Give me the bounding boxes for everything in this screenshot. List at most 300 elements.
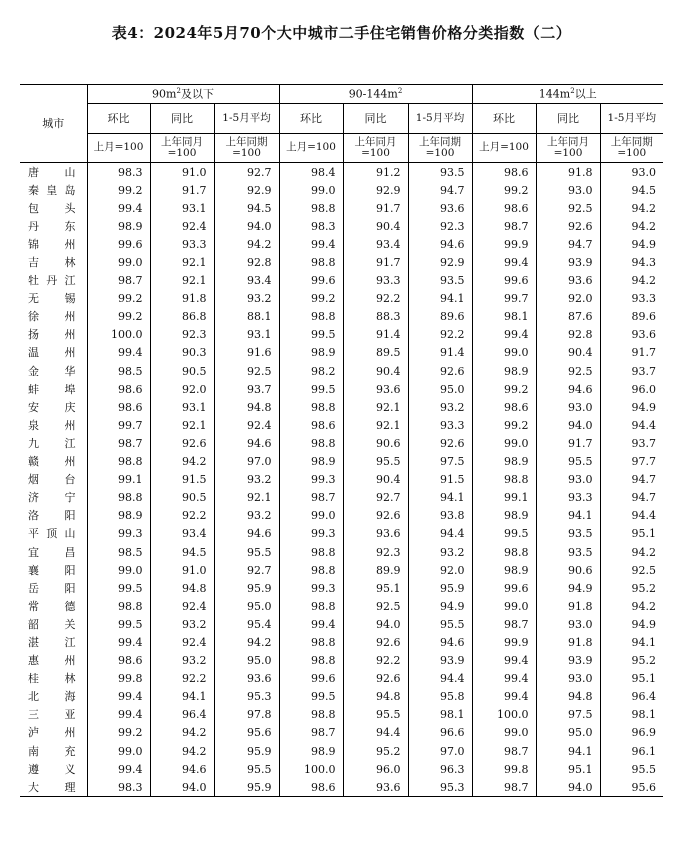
index-value-cell: 99.3 — [279, 471, 343, 489]
index-value-cell: 95.1 — [600, 670, 663, 688]
table-row — [20, 778, 663, 797]
price-index-table — [20, 84, 663, 797]
index-value-cell: 94.1 — [536, 742, 600, 760]
index-value-cell: 97.5 — [408, 453, 472, 471]
index-value-cell: 97.5 — [536, 706, 600, 724]
index-value-cell: 93.2 — [408, 398, 472, 416]
index-value-cell: 98.6 — [472, 163, 536, 182]
header-row-measures — [20, 104, 663, 134]
index-value-cell: 98.9 — [87, 217, 150, 235]
index-value-cell: 98.7 — [472, 615, 536, 633]
index-value-cell: 91.5 — [408, 471, 472, 489]
table-row — [20, 561, 663, 579]
index-value-cell: 95.2 — [343, 742, 408, 760]
index-value-cell: 93.3 — [536, 489, 600, 507]
city-cell: 温州 — [28, 346, 76, 360]
index-value-cell: 94.1 — [408, 489, 472, 507]
table-row — [20, 362, 663, 380]
index-value-cell: 96.1 — [600, 742, 663, 760]
index-value-cell: 94.9 — [600, 398, 663, 416]
index-value-cell: 95.5 — [343, 706, 408, 724]
city-cell: 桂林 — [28, 672, 76, 686]
city-cell: 九江 — [28, 436, 76, 450]
index-value-cell: 99.6 — [472, 272, 536, 290]
index-value-cell: 98.8 — [87, 597, 150, 615]
index-value-cell: 93.3 — [600, 290, 663, 308]
index-value-cell: 98.8 — [472, 543, 536, 561]
index-value-cell: 98.8 — [279, 253, 343, 271]
index-value-cell: 94.2 — [600, 597, 663, 615]
table-row — [20, 272, 663, 290]
index-value-cell: 99.4 — [472, 670, 536, 688]
measure-header: 环比 — [472, 104, 536, 134]
index-value-cell: 98.4 — [279, 163, 343, 182]
city-cell: 包头 — [28, 201, 76, 215]
index-value-cell: 94.1 — [408, 290, 472, 308]
index-value-cell: 99.0 — [279, 181, 343, 199]
index-value-cell: 93.6 — [600, 326, 663, 344]
index-value-cell: 92.3 — [343, 543, 408, 561]
index-value-cell: 94.6 — [536, 380, 600, 398]
index-value-cell: 94.1 — [536, 507, 600, 525]
index-value-cell: 94.2 — [600, 272, 663, 290]
index-value-cell: 99.4 — [279, 615, 343, 633]
index-value-cell: 92.6 — [343, 633, 408, 651]
index-value-cell: 94.9 — [600, 235, 663, 253]
index-value-cell: 94.2 — [150, 742, 214, 760]
index-value-cell: 92.8 — [214, 253, 279, 271]
index-value-cell: 93.2 — [214, 290, 279, 308]
index-value-cell: 99.2 — [472, 181, 536, 199]
index-value-cell: 90.5 — [150, 362, 214, 380]
city-cell: 大理 — [28, 780, 76, 794]
index-value-cell: 99.4 — [472, 253, 536, 271]
index-value-cell: 98.2 — [279, 362, 343, 380]
table-row — [20, 652, 663, 670]
index-value-cell: 98.9 — [279, 344, 343, 362]
index-value-cell: 92.4 — [214, 416, 279, 434]
measure-header: 环比 — [279, 104, 343, 134]
index-value-cell: 88.3 — [343, 308, 408, 326]
index-value-cell: 100.0 — [279, 760, 343, 778]
index-value-cell: 90.6 — [536, 561, 600, 579]
index-value-cell: 86.8 — [150, 308, 214, 326]
index-value-cell: 94.6 — [214, 525, 279, 543]
index-value-cell: 98.7 — [472, 778, 536, 797]
index-value-cell: 95.5 — [214, 760, 279, 778]
measure-header: 同比 — [150, 104, 214, 134]
table-row — [20, 742, 663, 760]
index-value-cell: 98.1 — [472, 308, 536, 326]
index-value-cell: 87.6 — [536, 308, 600, 326]
index-value-cell: 93.1 — [150, 398, 214, 416]
index-value-cell: 92.8 — [536, 326, 600, 344]
index-value-cell: 93.3 — [408, 416, 472, 434]
city-cell: 蚌埠 — [28, 382, 76, 396]
table-row — [20, 579, 663, 597]
index-value-cell: 95.0 — [214, 597, 279, 615]
table-row — [20, 326, 663, 344]
index-value-cell: 93.7 — [600, 434, 663, 452]
index-value-cell: 92.9 — [214, 181, 279, 199]
index-value-cell: 99.5 — [279, 326, 343, 344]
table-row — [20, 615, 663, 633]
measure-header: 同比 — [343, 104, 408, 134]
index-value-cell: 97.8 — [214, 706, 279, 724]
city-cell: 宜昌 — [28, 545, 76, 559]
index-value-cell: 95.2 — [600, 652, 663, 670]
index-value-cell: 94.6 — [408, 235, 472, 253]
index-value-cell: 93.5 — [408, 163, 472, 182]
index-value-cell: 94.4 — [600, 416, 663, 434]
city-cell: 泉州 — [28, 418, 76, 432]
index-value-cell: 98.8 — [279, 543, 343, 561]
index-value-cell: 98.3 — [279, 217, 343, 235]
index-value-cell: 93.8 — [408, 507, 472, 525]
table-row — [20, 507, 663, 525]
index-value-cell: 98.6 — [87, 398, 150, 416]
index-value-cell: 92.6 — [408, 362, 472, 380]
index-value-cell: 89.6 — [600, 308, 663, 326]
index-value-cell: 93.4 — [343, 235, 408, 253]
index-value-cell: 94.7 — [408, 181, 472, 199]
table-row — [20, 434, 663, 452]
index-value-cell: 95.6 — [600, 778, 663, 797]
index-value-cell: 91.8 — [536, 163, 600, 182]
index-value-cell: 92.1 — [150, 416, 214, 434]
index-value-cell: 99.1 — [87, 471, 150, 489]
measure-header: 1-5月平均 — [214, 104, 279, 134]
index-value-cell: 98.8 — [279, 434, 343, 452]
index-value-cell: 90.6 — [343, 434, 408, 452]
index-value-cell: 95.9 — [214, 742, 279, 760]
index-value-cell: 99.1 — [472, 489, 536, 507]
index-value-cell: 93.6 — [343, 380, 408, 398]
index-value-cell: 93.0 — [600, 163, 663, 182]
table-row — [20, 398, 663, 416]
index-value-cell: 99.0 — [87, 742, 150, 760]
index-value-cell: 93.6 — [214, 670, 279, 688]
index-value-cell: 99.2 — [87, 181, 150, 199]
index-value-cell: 98.8 — [87, 453, 150, 471]
index-value-cell: 93.1 — [150, 199, 214, 217]
header-row-groups — [20, 85, 663, 104]
index-value-cell: 93.0 — [536, 471, 600, 489]
index-value-cell: 94.5 — [214, 199, 279, 217]
index-value-cell: 98.6 — [279, 778, 343, 797]
index-value-cell: 95.8 — [408, 688, 472, 706]
index-value-cell: 90.4 — [536, 344, 600, 362]
index-value-cell: 95.0 — [408, 380, 472, 398]
index-value-cell: 95.3 — [408, 778, 472, 797]
index-value-cell: 94.8 — [343, 688, 408, 706]
index-value-cell: 92.4 — [150, 597, 214, 615]
group-header-small: $90m^2$及以下 — [87, 85, 279, 104]
measure-header: 1-5月平均 — [408, 104, 472, 134]
index-value-cell: 99.7 — [472, 290, 536, 308]
index-value-cell: 92.6 — [150, 434, 214, 452]
index-value-cell: 94.7 — [600, 489, 663, 507]
index-value-cell: 99.2 — [279, 290, 343, 308]
index-value-cell: 93.6 — [408, 199, 472, 217]
index-value-cell: 92.6 — [343, 670, 408, 688]
index-value-cell: 98.8 — [279, 706, 343, 724]
base-header: 上年同期=100 — [214, 134, 279, 163]
index-value-cell: 99.4 — [472, 652, 536, 670]
index-value-cell: 98.7 — [279, 489, 343, 507]
index-value-cell: 93.6 — [343, 778, 408, 797]
index-value-cell: 92.5 — [214, 362, 279, 380]
index-value-cell: 97.0 — [408, 742, 472, 760]
index-value-cell: 99.5 — [279, 380, 343, 398]
index-value-cell: 95.1 — [343, 579, 408, 597]
table-row — [20, 688, 663, 706]
table-row — [20, 235, 663, 253]
index-value-cell: 93.2 — [214, 507, 279, 525]
index-value-cell: 94.7 — [536, 235, 600, 253]
index-value-cell: 94.9 — [600, 615, 663, 633]
index-value-cell: 93.2 — [214, 471, 279, 489]
index-value-cell: 99.4 — [87, 688, 150, 706]
index-value-cell: 99.2 — [472, 380, 536, 398]
city-cell: 湛江 — [28, 635, 76, 649]
index-value-cell: 95.9 — [214, 579, 279, 597]
city-cell: 洛阳 — [28, 509, 76, 523]
index-value-cell: 91.7 — [343, 253, 408, 271]
table-row — [20, 253, 663, 271]
index-value-cell: 90.4 — [343, 362, 408, 380]
index-value-cell: 91.5 — [150, 471, 214, 489]
index-value-cell: 91.8 — [150, 290, 214, 308]
index-value-cell: 98.9 — [472, 561, 536, 579]
index-value-cell: 95.5 — [408, 615, 472, 633]
index-value-cell: 92.2 — [408, 326, 472, 344]
index-value-cell: 91.6 — [214, 344, 279, 362]
index-value-cell: 89.9 — [343, 561, 408, 579]
index-value-cell: 95.5 — [343, 453, 408, 471]
index-value-cell: 94.4 — [343, 724, 408, 742]
city-cell: 赣州 — [28, 455, 76, 469]
index-value-cell: 99.2 — [472, 416, 536, 434]
table-row — [20, 597, 663, 615]
index-value-cell: 98.8 — [87, 489, 150, 507]
index-value-cell: 92.7 — [214, 561, 279, 579]
index-value-cell: 94.0 — [536, 778, 600, 797]
index-value-cell: 99.3 — [279, 579, 343, 597]
index-value-cell: 95.5 — [600, 760, 663, 778]
index-value-cell: 95.5 — [214, 543, 279, 561]
index-value-cell: 88.1 — [214, 308, 279, 326]
index-value-cell: 98.7 — [87, 434, 150, 452]
table-row — [20, 543, 663, 561]
index-value-cell: 92.3 — [150, 326, 214, 344]
index-value-cell: 99.9 — [472, 633, 536, 651]
index-value-cell: 98.3 — [87, 163, 150, 182]
index-value-cell: 92.0 — [150, 380, 214, 398]
city-cell: 韶关 — [28, 617, 76, 631]
index-value-cell: 95.6 — [214, 724, 279, 742]
table-row — [20, 670, 663, 688]
city-cell: 徐州 — [28, 310, 76, 324]
index-value-cell: 90.5 — [150, 489, 214, 507]
index-value-cell: 90.3 — [150, 344, 214, 362]
index-value-cell: 93.7 — [600, 362, 663, 380]
index-value-cell: 92.3 — [408, 217, 472, 235]
index-value-cell: 98.8 — [279, 633, 343, 651]
city-cell: 无锡 — [28, 292, 76, 306]
index-value-cell: 94.2 — [214, 235, 279, 253]
index-value-cell: 100.0 — [472, 706, 536, 724]
index-value-cell: 91.7 — [536, 434, 600, 452]
index-value-cell: 92.0 — [408, 561, 472, 579]
index-value-cell: 96.9 — [600, 724, 663, 742]
table-row — [20, 163, 663, 182]
index-value-cell: 98.9 — [87, 507, 150, 525]
index-value-cell: 99.4 — [87, 344, 150, 362]
table-row — [20, 344, 663, 362]
city-cell: 平顶山 — [28, 527, 76, 541]
index-value-cell: 99.2 — [87, 724, 150, 742]
index-value-cell: 99.3 — [87, 525, 150, 543]
index-value-cell: 98.9 — [279, 453, 343, 471]
index-value-cell: 92.2 — [343, 652, 408, 670]
index-value-cell: 98.8 — [279, 561, 343, 579]
table-row — [20, 760, 663, 778]
index-value-cell: 99.0 — [87, 561, 150, 579]
index-value-cell: 92.7 — [343, 489, 408, 507]
index-value-cell: 92.1 — [214, 489, 279, 507]
index-value-cell: 92.7 — [214, 163, 279, 182]
index-value-cell: 99.6 — [87, 235, 150, 253]
index-value-cell: 94.1 — [600, 633, 663, 651]
city-cell: 吉林 — [28, 256, 76, 270]
index-value-cell: 93.3 — [150, 235, 214, 253]
base-header: 上年同月=100 — [343, 134, 408, 163]
index-value-cell: 94.7 — [600, 471, 663, 489]
index-value-cell: 99.2 — [87, 290, 150, 308]
index-value-cell: 99.5 — [87, 615, 150, 633]
index-value-cell: 93.2 — [408, 543, 472, 561]
index-value-cell: 94.2 — [214, 633, 279, 651]
base-header: 上年同期=100 — [408, 134, 472, 163]
index-value-cell: 94.6 — [214, 434, 279, 452]
index-value-cell: 92.1 — [343, 416, 408, 434]
index-value-cell: 90.4 — [343, 471, 408, 489]
city-cell: 安庆 — [28, 400, 76, 414]
index-value-cell: 99.0 — [279, 507, 343, 525]
city-cell: 济宁 — [28, 491, 76, 505]
index-value-cell: 98.9 — [472, 362, 536, 380]
index-value-cell: 93.0 — [536, 398, 600, 416]
index-value-cell: 99.9 — [472, 235, 536, 253]
index-value-cell: 92.6 — [343, 507, 408, 525]
index-value-cell: 99.2 — [87, 308, 150, 326]
index-value-cell: 94.0 — [536, 416, 600, 434]
index-value-cell: 93.7 — [214, 380, 279, 398]
index-value-cell: 99.5 — [472, 525, 536, 543]
index-value-cell: 92.6 — [536, 217, 600, 235]
index-value-cell: 93.2 — [150, 615, 214, 633]
index-value-cell: 99.0 — [472, 344, 536, 362]
index-value-cell: 93.1 — [214, 326, 279, 344]
index-value-cell: 96.3 — [408, 760, 472, 778]
index-value-cell: 94.9 — [536, 579, 600, 597]
city-cell: 常德 — [28, 599, 76, 613]
index-value-cell: 91.7 — [600, 344, 663, 362]
base-header: 上月=100 — [87, 134, 150, 163]
index-value-cell: 98.5 — [87, 543, 150, 561]
index-value-cell: 91.7 — [150, 181, 214, 199]
index-value-cell: 94.0 — [150, 778, 214, 797]
table-row — [20, 308, 663, 326]
index-value-cell: 99.8 — [472, 760, 536, 778]
index-value-cell: 98.8 — [279, 308, 343, 326]
table-row — [20, 633, 663, 651]
index-value-cell: 95.2 — [600, 579, 663, 597]
index-value-cell: 99.3 — [279, 525, 343, 543]
table-row — [20, 380, 663, 398]
index-value-cell: 91.2 — [343, 163, 408, 182]
index-value-cell: 98.9 — [472, 507, 536, 525]
measure-header: 1-5月平均 — [600, 104, 663, 134]
index-value-cell: 98.7 — [279, 724, 343, 742]
index-value-cell: 92.2 — [150, 507, 214, 525]
measure-header: 环比 — [87, 104, 150, 134]
index-value-cell: 100.0 — [87, 326, 150, 344]
index-value-cell: 93.4 — [150, 525, 214, 543]
index-value-cell: 98.8 — [279, 597, 343, 615]
index-value-cell: 90.4 — [343, 217, 408, 235]
index-value-cell: 96.0 — [343, 760, 408, 778]
index-value-cell: 99.4 — [87, 706, 150, 724]
city-cell: 南充 — [28, 744, 76, 758]
index-value-cell: 94.8 — [536, 688, 600, 706]
table-row — [20, 724, 663, 742]
city-cell: 秦皇岛 — [28, 183, 76, 197]
index-value-cell: 98.7 — [87, 272, 150, 290]
city-cell: 锦州 — [28, 237, 76, 251]
base-header: 上年同期=100 — [600, 134, 663, 163]
index-value-cell: 93.6 — [536, 272, 600, 290]
index-value-cell: 92.5 — [536, 199, 600, 217]
index-value-cell: 99.5 — [87, 579, 150, 597]
group-header-large: $144m^2$以上 — [472, 85, 663, 104]
index-value-cell: 95.3 — [214, 688, 279, 706]
index-value-cell: 98.5 — [87, 362, 150, 380]
index-value-cell: 91.7 — [343, 199, 408, 217]
index-value-cell: 92.1 — [150, 253, 214, 271]
index-value-cell: 99.0 — [87, 253, 150, 271]
city-column-header: 城市 — [42, 117, 65, 130]
index-value-cell: 98.6 — [87, 380, 150, 398]
index-value-cell: 93.6 — [343, 525, 408, 543]
city-cell: 烟台 — [28, 473, 76, 487]
index-value-cell: 99.4 — [472, 326, 536, 344]
index-value-cell: 94.5 — [600, 181, 663, 199]
index-value-cell: 93.4 — [214, 272, 279, 290]
index-value-cell: 94.4 — [408, 525, 472, 543]
index-value-cell: 91.4 — [408, 344, 472, 362]
measure-header: 同比 — [536, 104, 600, 134]
table-title: 表4：2024年5月70个大中城市二手住宅销售价格分类指数（二） — [111, 24, 572, 42]
index-value-cell: 98.8 — [279, 652, 343, 670]
group-header-medium: $90-144m^2$ — [279, 85, 472, 104]
index-value-cell: 97.0 — [214, 453, 279, 471]
index-value-cell: 94.2 — [600, 217, 663, 235]
index-value-cell: 98.3 — [87, 778, 150, 797]
index-value-cell: 98.6 — [279, 416, 343, 434]
city-cell: 惠州 — [28, 654, 76, 668]
